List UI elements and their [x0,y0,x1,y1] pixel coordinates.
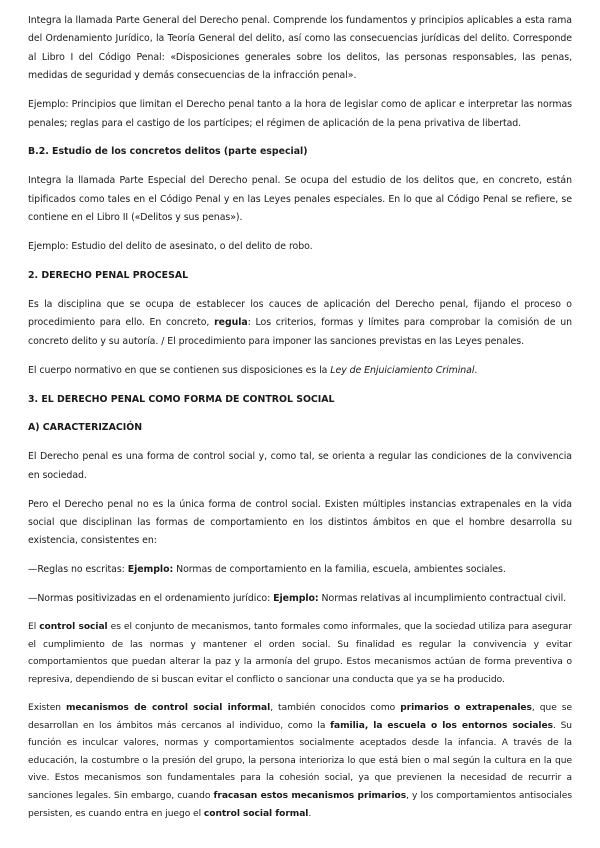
text: El [28,622,40,633]
text: —Reglas no escritas: [28,564,128,576]
bold-text: familia, la escuela o los entornos sociales [330,720,553,731]
heading-control-social: 3. EL DERECHO PENAL COMO FORMA DE CONTROL SOCIAL [28,393,335,405]
paragraph-instancias-extrapenales: Pero el Derecho penal no es la única forma de control social. Existen múltiples instancias extrapenales en la vida social que disciplinan las formas de comportamiento en los distintos ámbitos en que el hombre desarrolla su existencia, consistentes en: [28,498,572,547]
paragraph-cuerpo-normativo [28,362,572,380]
text: , que se desarrollan en los ámbitos más cercanos al individuo, como la [28,703,572,731]
list-item-normas-positivizadas [28,590,572,608]
paragraph-control-social-informal [28,700,572,823]
paragraph-parte-general: Integra la llamada Parte General del Derecho penal. Comprende los fundamentos y principios aplicables a esta rama del Ordenamiento Jurídico, la Teoría General del delito, así como las consecuencias jurídicas del delito. Corresponde al Libro I del Código Penal: «Disposiciones generales sobre los delitos, las personas responsables, las penas, medidas de seguridad y demás consecuencias de la infracción penal». [28,15,572,82]
paragraph-ejemplo-parte-especial: Ejemplo: Estudio del delito de asesinato, o del delito de robo. [28,241,313,253]
italic-text: Ley de Enjuiciamiento Criminal [330,364,475,376]
text: es el conjunto de mecanismos, tanto formales como informales, que la sociedad utiliza para asegurar el cumplimiento de las normas y mantener el orden social. Su finalidad es regular la convivencia y evitar comportamientos que puedan alterar la paz y la armonía del grupo. Estos mecanismos actúan de forma preventiva o represiva, dependiendo de si buscan evitar el conflicto o sancionar una conducta que ya se ha producido. [28,622,573,685]
list-item-reglas-no-escritas [28,561,572,579]
paragraph-parte-especial: Integra la llamada Parte Especial del Derecho penal. Se ocupa del estudio de los delitos que, en concreto, están tipificados como tales en el Código Penal y en las Leyes penales especiales. En lo que al Código Penal se refiere, se contiene en el Libro II («Delitos y sus penas»). [28,175,572,224]
text: Normas relativas al incumplimiento contractual civil. [318,593,567,605]
paragraph-ejemplo-parte-general: Ejemplo: Principios que limitan el Derecho penal tanto a la hora de legislar como de aplicar e interpretar las normas penales; reglas para el castigo de los partícipes; el régimen de aplicación de la pena privativa de libertad. [28,99,572,129]
bold-text: control social formal [203,808,309,819]
text: . [474,364,478,376]
text: —Normas positivizadas en el ordenamiento jurídico: [28,593,274,605]
bold-text: Ejemplo: [127,564,174,576]
text: Existen [28,703,66,714]
bold-text: primarios o extrapenales [400,703,532,714]
text: Normas de comportamiento en la familia, escuela, ambientes sociales. [173,564,506,576]
text: : Los criterios, formas y límites para comprobar la comisión de un concreto delito y su autoría. / El procedimiento para imponer las sanciones previstas en las Leyes penales. [28,317,572,347]
text: El cuerpo normativo en que se contienen sus disposiciones es la [28,364,331,376]
paragraph-forma-control-social: El Derecho penal es una forma de control social y, como tal, se orienta a regular las condiciones de la convivencia en sociedad. [28,451,572,481]
bold-text: Ejemplo: [273,593,319,605]
bold-text: control social [39,622,108,633]
bold-text: regula [214,317,248,329]
text: , también conocidos como [270,703,401,714]
text: , y los comportamientos antisociales persisten, es cuando entra en juego el [28,791,573,819]
bold-text: fracasan estos mecanismos primarios [213,791,407,801]
text: Es la disciplina que se ocupa de establecer los cauces de aplicación del Derecho penal, fijando el proceso o procedimiento para ello. En concreto, [28,298,572,329]
bold-text: mecanismos de control social informal [65,703,271,714]
heading-caracterizacion: A) CARACTERIZACIÓN [28,422,143,434]
text: . [308,808,312,819]
paragraph-derecho-procesal [28,296,572,351]
paragraph-control-social-definicion [28,619,572,689]
heading-b2: B.2. Estudio de los concretos delitos (parte especial) [28,146,308,158]
heading-derecho-penal-procesal: 2. DERECHO PENAL PROCESAL [28,269,189,281]
text: . Su función es inculcar valores, normas y comportamientos socialmente aceptados desde la infancia. A través de la educación, la costumbre o la presión del grupo, la persona interioriza lo que está bien o mal según la cultura en la que vive. Estos mecanismos son fundamentales para la cohesión social, ya que previenen la necesidad de recurrir a sanciones legales. Sin embargo, cuando [28,720,573,801]
